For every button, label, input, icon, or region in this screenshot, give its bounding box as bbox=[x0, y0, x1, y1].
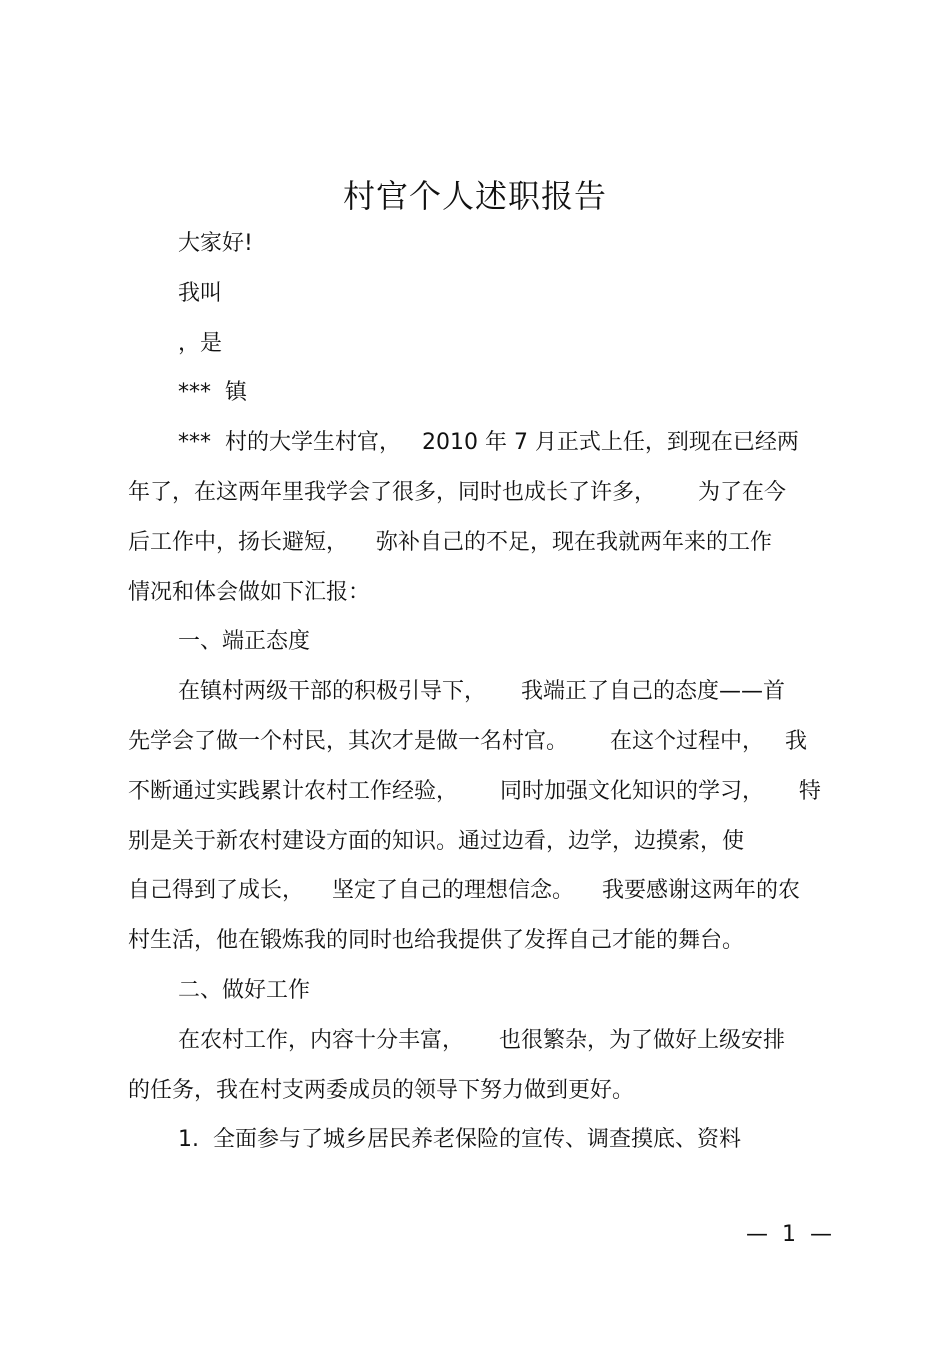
text-line: 后工作中，扬长避短， 弥补自己的不足，现在我就两年来的工作 bbox=[128, 530, 772, 555]
section-heading: 一、端正态度 bbox=[178, 629, 311, 654]
text-line: 别是关于新农村建设方面的知识。通过边看，边学，边摸索，使 bbox=[128, 829, 745, 854]
text-line: 的任务，我在村支两委成员的领导下努力做到更好。 bbox=[128, 1078, 635, 1103]
text-line: 在镇村两级干部的积极引导下， 我端正了自己的态度——首 bbox=[178, 679, 785, 704]
text-line: 不断通过实践累计农村工作经验， 同时加强文化知识的学习， 特 bbox=[128, 779, 821, 804]
text-line: 年了，在这两年里我学会了很多，同时也成长了许多， 为了在今 bbox=[128, 480, 786, 505]
text-line: *** 镇 bbox=[178, 380, 247, 405]
document-title: 村官个人述职报告 bbox=[342, 177, 607, 215]
text-line: 我叫 bbox=[178, 281, 223, 306]
text-line: 大家好! bbox=[178, 231, 253, 256]
text-line: 在农村工作，内容十分丰富， 也很繁杂，为了做好上级安排 bbox=[178, 1028, 785, 1053]
text-line: 先学会了做一个村民，其次才是做一名村官。 在这个过程中， 我 bbox=[128, 729, 807, 754]
text-line: *** 村的大学生村官， 2010 年 7 月正式上任，到现在已经两 bbox=[178, 430, 799, 455]
page-number: — 1 — bbox=[746, 1222, 832, 1247]
text-line: 情况和体会做如下汇报： bbox=[128, 580, 371, 605]
list-item: 1. 全面参与了城乡居民养老保险的宣传、调查摸底、资料 bbox=[178, 1127, 741, 1152]
section-heading: 二、做好工作 bbox=[178, 978, 311, 1003]
text-line: 自己得到了成长， 坚定了自己的理想信念。 我要感谢这两年的农 bbox=[128, 878, 800, 903]
text-line: 村生活，他在锻炼我的同时也给我提供了发挥自己才能的舞台。 bbox=[128, 928, 745, 953]
text-line: ，是 bbox=[178, 331, 223, 356]
